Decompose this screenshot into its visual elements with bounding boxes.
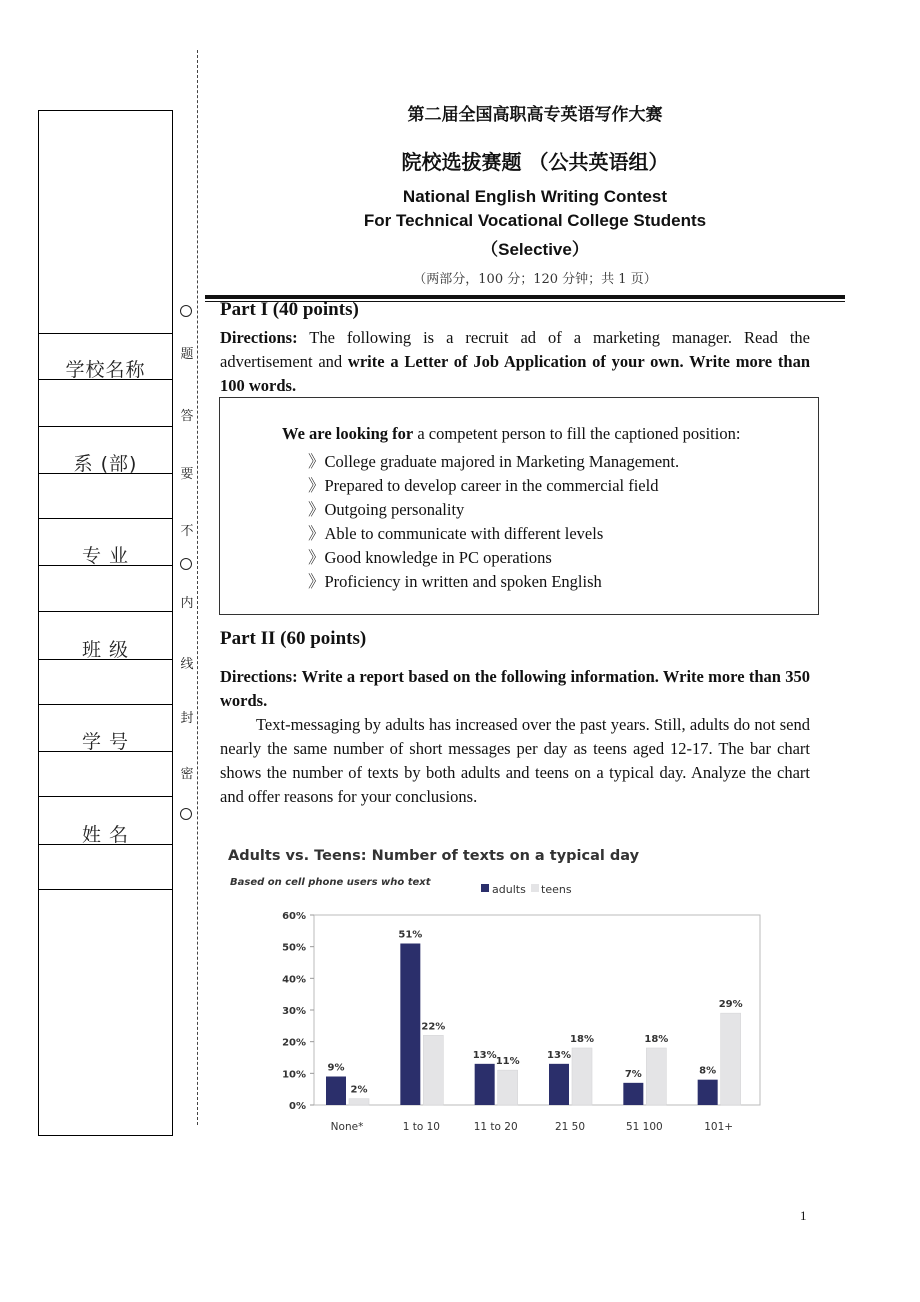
y-tick-label: 30% [282,1006,306,1017]
ad-requirement: 》Prepared to develop career in the commercial field [308,476,659,495]
divider [39,426,172,427]
seal-circle-icon [180,808,192,820]
part1-directions [220,326,810,398]
part2-directions: Directions: Write a report based on the following information. Write more than 350 words. [220,667,810,710]
bar-value-label: 2% [350,1084,368,1096]
bar-teens [498,1070,518,1105]
seal-char: 封 [180,711,194,726]
y-tick-label: 0% [289,1101,306,1112]
bar-adults [475,1064,495,1105]
bar-adults [549,1064,569,1105]
seal-circle-icon [180,558,192,570]
seal-dashed-line [197,50,198,1125]
selective-label: （Selective） [481,240,589,259]
bar-value-label: 7% [624,1068,642,1080]
bar-value-label: 51% [398,929,423,941]
major-field[interactable] [39,565,172,566]
name-field[interactable] [39,844,172,845]
seal-char: 要 [180,467,194,482]
divider [39,796,172,797]
divider [39,704,172,705]
seal-char: 线 [180,657,194,672]
bar-teens [721,1013,741,1105]
bar-adults [623,1083,643,1105]
school-name-label: 学校名称 [65,359,146,381]
part1-title: Part I (40 points) [220,299,359,320]
plot-frame [314,915,760,1105]
seal-char: 内 [180,596,194,611]
y-tick-label: 50% [282,942,306,954]
bar-adults [698,1080,718,1105]
bar-value-label: 18% [570,1034,594,1045]
class-label: 班 级 [81,639,130,661]
page-number: 1 [800,1208,807,1223]
ad-requirement: 》College graduate majored in Marketing Management. [308,452,680,471]
chart-subtitle: Based on cell phone users who text [230,877,431,888]
contest-subtitle-en: For Technical Vocational College Students [363,211,707,230]
legend-teens-swatch [531,884,539,892]
x-category-label: 21 50 [554,1121,586,1133]
y-tick-label: 60% [282,911,306,922]
seal-char: 题 [180,347,194,362]
ad-requirement: 》Outgoing personality [308,500,465,519]
contest-title-cn: 第二届全国高职高专英语写作大赛 [407,105,663,125]
bar-teens [646,1048,666,1105]
chart-title: Adults vs. Teens: Number of texts on a typical day [228,848,640,864]
legend-adults-swatch [481,884,489,892]
bar-teens [349,1099,369,1105]
job-ad-box [219,397,819,615]
student-id-field[interactable] [39,751,172,752]
bar-value-label: 11% [495,1056,520,1068]
ad-requirement: 》Able to communicate with different levels [308,524,604,543]
bar-value-label: 18% [644,1034,669,1045]
ad-intro-text: a competent person to fill the captioned position: [413,424,741,443]
seal-circle-icon [180,305,192,317]
bar-value-label: 22% [421,1021,446,1033]
class-field[interactable] [39,659,172,660]
y-tick-label: 10% [282,1069,306,1081]
major-label: 专 业 [81,545,130,567]
ad-requirement: 》Proficiency in written and spoken English [308,572,602,591]
divider [39,518,172,519]
divider [39,889,172,890]
y-tick-label: 40% [282,974,306,986]
x-category-label: 101+ [704,1121,734,1133]
exam-note: （两部分，100 分；120 分钟；共 1 页） [413,272,657,287]
school-name-field[interactable] [39,379,172,380]
bar-value-label: 13% [547,1049,571,1061]
bar-value-label: 13% [472,1049,497,1061]
contest-title-en: National English Writing Contest [402,187,668,206]
department-label: 系 (部) [73,453,138,475]
bar-adults [400,944,420,1106]
seal-char: 不 [180,524,194,539]
directions-task: write a Letter of Job Application of your own. Write more than 100 words. [220,352,810,395]
ad-intro-bold: We are looking for [282,424,414,443]
bar-value-label: 29% [718,999,743,1011]
directions-text: The following is a recruit ad of a marketing manager. Read the advertisement and [220,328,810,371]
texting-bar-chart [222,838,782,1138]
legend-teens-label: teens [541,883,572,896]
name-label: 姓 名 [81,824,130,846]
seal-char: 答 [180,409,194,424]
x-category-label: 11 to 20 [473,1121,518,1133]
legend-adults-label: adults [492,883,526,896]
divider [39,333,172,334]
ad-intro [282,424,740,444]
student-id-label: 学 号 [81,731,130,753]
x-category-label: 51 100 [625,1121,663,1133]
department-field[interactable] [39,473,172,474]
bar-adults [326,1077,346,1106]
bar-value-label: 9% [327,1062,345,1074]
exam-title-cn: 院校选拔赛题 （公共英语组） [401,150,669,174]
y-tick-label: 20% [282,1037,306,1049]
x-category-label: 1 to 10 [402,1121,440,1133]
ad-requirement: 》Good knowledge in PC operations [308,548,552,567]
directions-label: Directions: [220,328,298,347]
part2-title: Part II (60 points) [220,628,367,649]
divider [39,611,172,612]
x-category-label: None* [330,1121,364,1133]
part2-body: Text-messaging by adults has increased over the past years. Still, adults do not send nearly the same number of short messages per day as teens aged 12-17. The bar chart shows the number of texts by both adults and teens on a typical day. Analyze the chart and offer reasons for your conclusions. [220,715,810,806]
binding-info-box [38,110,173,1136]
bar-teens [572,1048,592,1105]
bar-value-label: 8% [699,1065,717,1077]
bar-teens [423,1035,443,1105]
seal-char: 密 [180,767,194,782]
